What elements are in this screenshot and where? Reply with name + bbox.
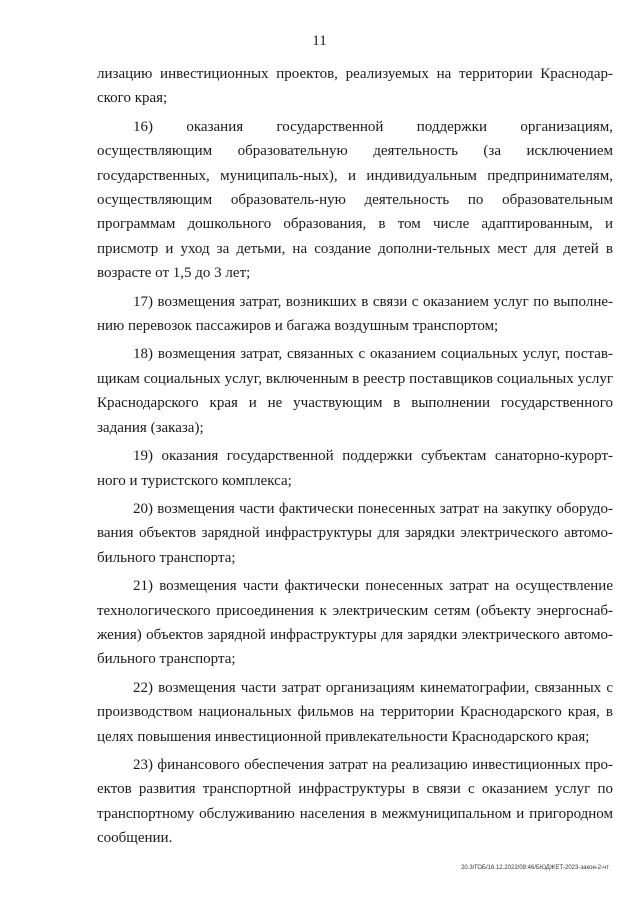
paragraph-item-22: 22) возмещения части затрат организациям кинематографии, связанных с производством национальных фильмов на территории Краснодарского края, в целях повышения инвестиционной привлекательности Краснодарского края; <box>97 679 613 745</box>
document-body <box>97 62 613 855</box>
paragraph-continuation: лизацию инвестиционных проектов, реализуемых на территории Краснодар-ского края; <box>97 66 613 107</box>
paragraph-item-19: 19) оказания государственной поддержки субъектам санаторно-курорт-ного и туристского комплекса; <box>97 448 613 489</box>
paragraph-item-16: 16) оказания государственной поддержки организациям, осуществляющим образовательную деятельность (за исключением государственных, муниципаль-ных), и индивидуальным предпринимателям, осуществляющим образователь-ную деятельность по образовательным программам дошкольного образования, в том числе адаптированным, и присмотр и уход за детьми, на создание дополни-тельных мест для детей в возрасте от 1,5 до 3 лет; <box>97 118 613 282</box>
paragraph-item-18: 18) возмещения затрат, связанных с оказанием социальных услуг, постав-щикам социальных услуг, включенным в реестр поставщиков социальных услуг Краснодарского края и не участвующим в выполнении государственного задания (заказа); <box>97 346 613 436</box>
paragraph-item-23: 23) финансового обеспечения затрат на реализацию инвестиционных про-ектов развития транспортной инфраструктуры в связи с оказанием услуг по транспортному обслуживанию населения в межмуниципальном и пригородном сообщении. <box>97 756 613 847</box>
document-footer-code: 20.3/ГОБ/16.12.2022/09:46/БЮДЖЕТ-2023-закон-2-чт <box>461 865 609 871</box>
paragraph-item-21: 21) возмещения части фактически понесенных затрат на осуществление технологического присоединения к электрическим сетям (объекту энергоснаб-жения) объектов зарядной инфраструктуры для зарядки электрического автомо-бильного транспорта; <box>97 578 613 668</box>
paragraph-item-20: 20) возмещения части фактически понесенных затрат на закупку оборудо-вания объектов зарядной инфраструктуры для зарядки электрического автомо-бильного транспорта; <box>97 500 613 566</box>
page-number: 11 <box>312 33 327 49</box>
paragraph-item-17: 17) возмещения затрат, возникших в связи с оказанием услуг по выполне-нию перевозок пассажиров и багажа воздушным транспортом; <box>97 293 613 335</box>
